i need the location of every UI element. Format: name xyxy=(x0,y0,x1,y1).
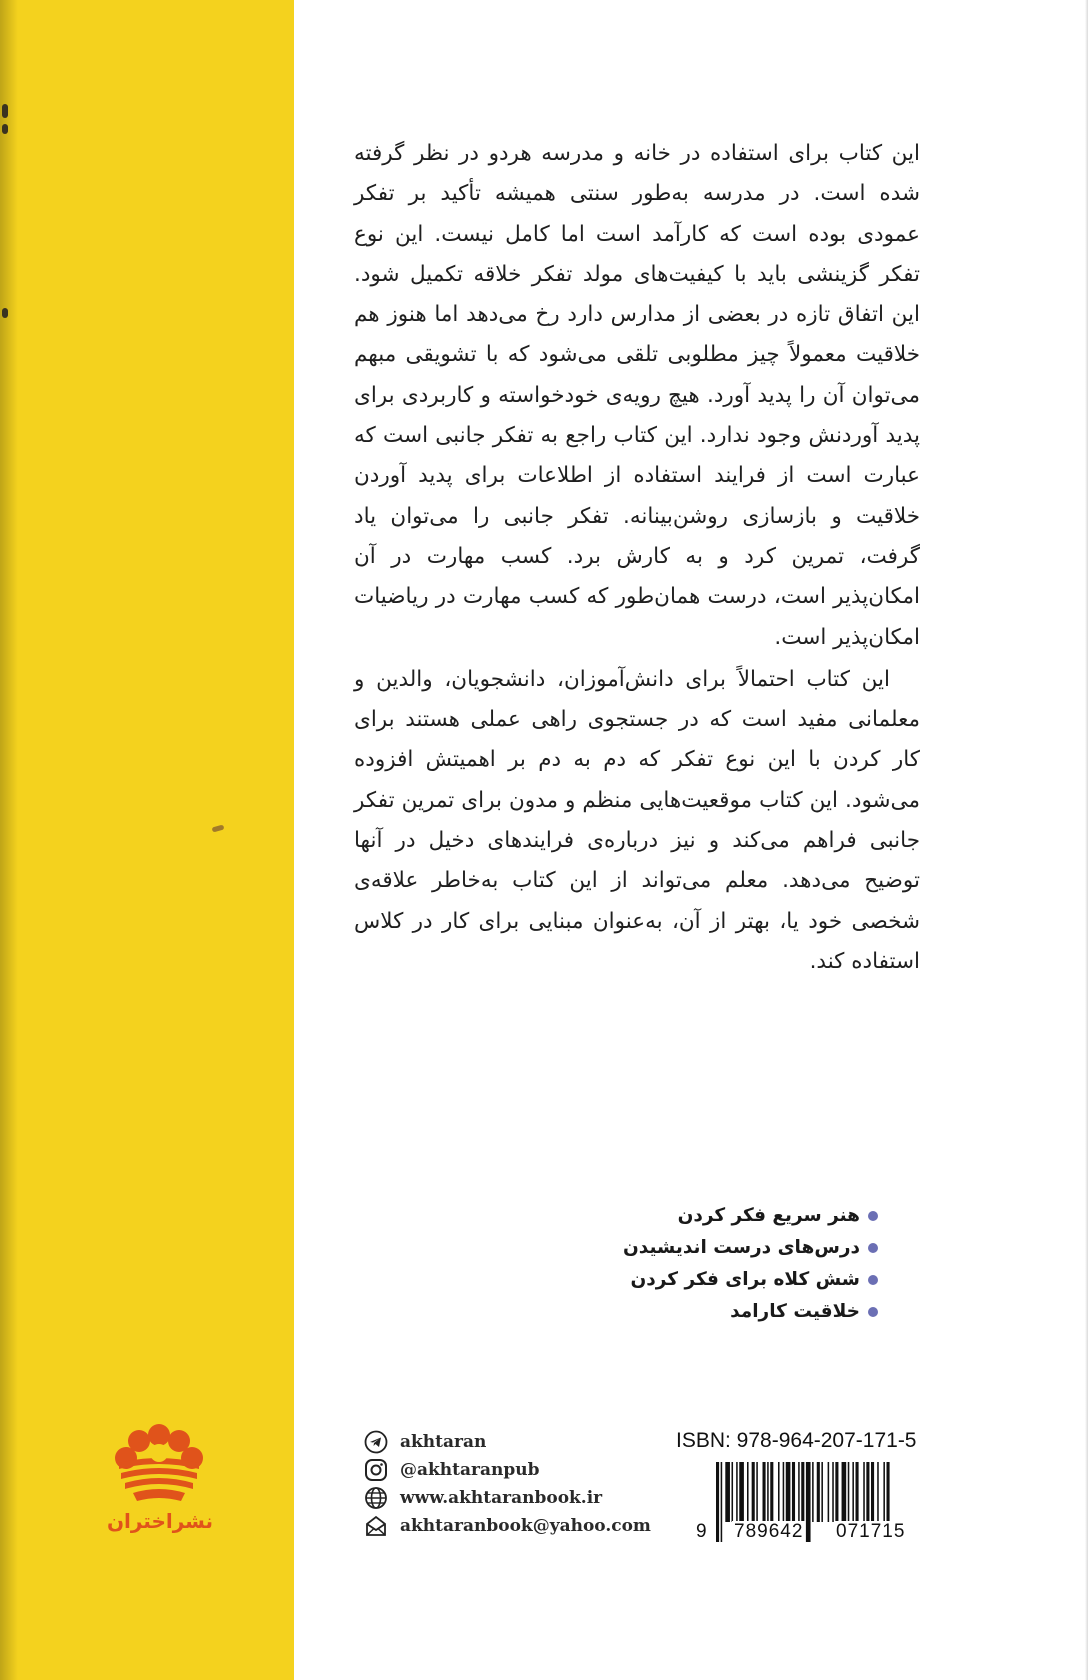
isbn-label: ISBN: 978-964-207-171-5 xyxy=(676,1429,917,1452)
barcode-bar xyxy=(883,1462,885,1522)
related-title: شش کلاه برای فکر کردن xyxy=(630,1269,860,1290)
bullet-icon xyxy=(868,1307,878,1317)
barcode-bar xyxy=(763,1462,766,1522)
spine-blemish xyxy=(212,825,225,833)
globe-icon xyxy=(364,1486,388,1510)
back-cover-blurb xyxy=(354,134,920,982)
barcode-bar xyxy=(770,1462,773,1522)
instagram-handle: @akhtaranpub xyxy=(400,1460,540,1480)
bullet-icon xyxy=(868,1211,878,1221)
bullet-icon xyxy=(868,1243,878,1253)
related-titles-list xyxy=(623,1200,878,1328)
barcode-bar xyxy=(739,1462,744,1522)
related-title: خلاقیت کارامد xyxy=(730,1301,860,1322)
barcode-bar xyxy=(783,1462,785,1522)
contact-email xyxy=(364,1512,651,1540)
spine-edge-mark xyxy=(2,104,8,118)
barcode-digit-first: 9 xyxy=(696,1521,707,1542)
bullet-icon xyxy=(868,1275,878,1285)
contact-website xyxy=(364,1484,651,1512)
spine-edge-mark xyxy=(2,124,8,134)
telegram-handle: akhtaran xyxy=(400,1432,487,1452)
barcode-bar xyxy=(871,1462,874,1522)
barcode-bar xyxy=(852,1462,854,1522)
barcode-bar xyxy=(752,1462,755,1522)
barcode-bar xyxy=(778,1462,780,1522)
barcode-bar xyxy=(817,1462,820,1522)
barcode-bar xyxy=(821,1462,823,1522)
barcode-digit-group-right: 071715 xyxy=(836,1521,906,1542)
spine-edge-mark xyxy=(2,308,8,318)
barcode-bar xyxy=(725,1462,730,1522)
barcode-digits xyxy=(694,1521,922,1547)
barcode-bar xyxy=(747,1462,749,1522)
barcode-bar xyxy=(856,1462,859,1522)
barcode-bar xyxy=(835,1462,838,1522)
barcode-bar xyxy=(877,1462,879,1522)
barcode-digit-group-left: 789642 xyxy=(734,1521,804,1542)
contact-instagram xyxy=(364,1456,651,1484)
barcode-bar xyxy=(863,1462,865,1522)
email-address: akhtaranbook@yahoo.com xyxy=(400,1516,651,1536)
barcode-bar xyxy=(866,1462,869,1522)
barcode-bar xyxy=(832,1462,834,1522)
list-item xyxy=(623,1200,878,1232)
barcode-bar xyxy=(792,1462,795,1522)
barcode-bar xyxy=(812,1462,814,1522)
publisher-contacts xyxy=(364,1428,651,1540)
list-item xyxy=(623,1264,878,1296)
barcode-bar xyxy=(828,1462,830,1522)
related-title: درس‌های درست اندیشیدن xyxy=(623,1237,860,1258)
spine-shadow xyxy=(0,0,18,1680)
barcode-bar xyxy=(732,1462,734,1522)
related-title: هنر سریع فکر کردن xyxy=(677,1205,860,1226)
barcode-bar xyxy=(786,1462,791,1522)
instagram-icon xyxy=(364,1458,388,1482)
barcode-bar xyxy=(798,1462,800,1522)
blurb-paragraph-1: این کتاب برای استفاده در خانه و مدرسه هردو در نظر گرفته شده است. در مدرسه به‌طور سنتی همیشه تأکید بر تفکر عمودی بوده است که کارآمد است اما کامل نیست. این نوع تفکر گزینشی باید با کیفیت‌های مولد تفکر خلاقه تکمیل شود. این اتفاق تازه در بعضی از مدارس دارد رخ می‌دهد اما هنوز هم خلاقیت معمولاً چیز مطلوبی تلقی می‌شود که با تشویقی مبهم می‌توان آن را پدید آورد. هیچ رویه‌ی خودخواسته و کاربردی برای پدید آوردنش وجود ندارد. این کتاب راجع به تفکر جانبی است که عبارت است از فرایند استفاده از اطلاعات برای پدید آوردن خلاقیت و بازسازی روشن‌بینانه. تفکر جانبی را می‌توان یاد گرفت، تمرین کرد و به کارش برد. کسب مهارت در آن امکان‌پذیر است، درست همان‌طور که کسب مهارت در ریاضیات امکان‌پذیر است. xyxy=(354,141,920,650)
barcode-bar xyxy=(767,1462,769,1522)
barcode-bar xyxy=(736,1462,738,1522)
website-url: www.akhtaranbook.ir xyxy=(400,1488,603,1508)
list-item xyxy=(623,1232,878,1264)
publisher-name: نشراختران xyxy=(106,1509,214,1533)
contact-telegram xyxy=(364,1428,651,1456)
email-icon xyxy=(364,1514,388,1538)
barcode-bar xyxy=(848,1462,850,1522)
list-item xyxy=(623,1296,878,1328)
publisher-logo-icon xyxy=(115,1417,203,1505)
blurb-paragraph-2: این کتاب احتمالاً برای دانش‌آموزان، دانشجویان، والدین و معلمانی مفید است که در جستجوی راهی عملی هستند برای کار کردن با این نوع تفکر که دم به دم بر اهمیتش افزوده می‌شود. این کتاب موقعیت‌هایی منظم و مدون برای تمرین تفکر جانبی فراهم می‌کند و نیز درباره‌ی فرایندهای دخیل در آنها توضیح می‌دهد. معلم می‌تواند از این کتاب به‌خاطر علاقه‌ی شخصی خود یا، بهتر از آن، به‌عنوان مبنایی برای کار در کلاس استفاده کند. xyxy=(354,666,920,974)
barcode-bar xyxy=(756,1462,758,1522)
telegram-icon xyxy=(364,1430,388,1454)
barcode-bar xyxy=(842,1462,847,1522)
yellow-spine-band xyxy=(0,0,294,1680)
